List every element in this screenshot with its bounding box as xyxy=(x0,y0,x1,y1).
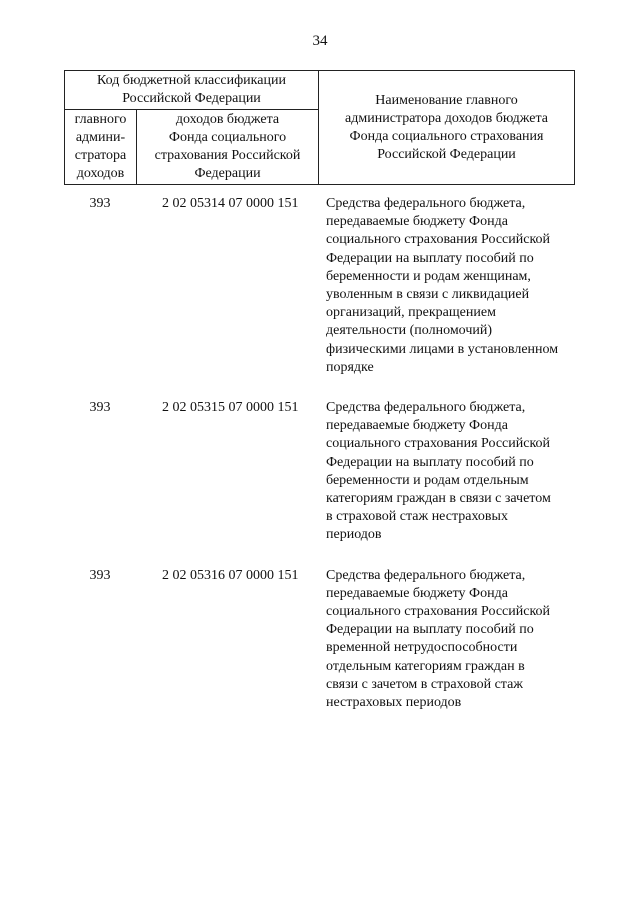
header-code-group xyxy=(65,71,319,110)
income-name-line: Федерации на выплату пособий по xyxy=(326,250,534,266)
income-name-line: в страховой стаж нестраховых xyxy=(326,509,508,525)
classification-header-table xyxy=(64,70,575,185)
table-row xyxy=(64,399,574,545)
admin-code-cell: 393 xyxy=(89,400,111,416)
income-name-line: деятельности (полномочий) xyxy=(326,323,493,339)
income-name-line: категориям граждан в связи с зачетом xyxy=(326,491,551,507)
table-row xyxy=(64,567,574,713)
income-name-line: передаваемые бюджету Фонда xyxy=(326,585,508,601)
header-admin-column xyxy=(65,110,137,185)
income-name-line: отдельным категориям граждан в xyxy=(326,658,525,674)
header-admin-line: доходов xyxy=(76,166,125,181)
income-name-line: связи с зачетом в страховой стаж xyxy=(326,676,523,692)
income-name-line: организаций, прекращением xyxy=(326,305,496,321)
income-name-line: беременности и родам отдельным xyxy=(326,472,529,488)
header-admin-line: админи- xyxy=(75,130,126,145)
income-name-line: Средства федерального бюджета, xyxy=(326,567,526,583)
income-name-line: уволенным в связи с ликвидацией xyxy=(326,287,530,303)
admin-code-cell: 393 xyxy=(89,196,111,211)
header-code-group-line: Российской Федерации xyxy=(122,91,261,106)
page-number: 34 xyxy=(312,33,328,49)
header-income-line: Федерации xyxy=(194,166,261,181)
income-name-line: порядке xyxy=(326,359,374,375)
header-name-line: Наименование главного xyxy=(375,92,518,108)
income-name-cell xyxy=(326,195,574,377)
income-name-line: социального страхования Российской xyxy=(326,232,551,248)
header-name-line: Фонда социального страхования xyxy=(349,128,544,144)
header-income-column xyxy=(137,110,319,185)
header-income-line: Фонда социального xyxy=(168,130,287,145)
admin-code-cell: 393 xyxy=(89,567,111,583)
income-name-line: Средства федерального бюджета, xyxy=(326,400,526,416)
header-code-group-line: Код бюджетной классификации xyxy=(97,73,286,88)
header-admin-line: главного xyxy=(74,112,127,127)
income-name-cell xyxy=(326,567,574,713)
income-name-line: передаваемые бюджету Фонда xyxy=(326,214,508,230)
income-name-line: передаваемые бюджету Фонда xyxy=(326,418,508,434)
income-name-line: социального страхования Российской xyxy=(326,436,551,452)
income-name-line: Федерации на выплату пособий по xyxy=(326,622,534,638)
budget-code-cell: 2 02 05314 07 0000 151 xyxy=(162,196,299,211)
table-row xyxy=(64,195,574,377)
header-admin-line: стратора xyxy=(74,148,127,163)
income-name-line: Федерации на выплату пособий по xyxy=(326,454,534,470)
header-name-line: администратора доходов бюджета xyxy=(345,110,548,126)
income-name-line: периодов xyxy=(326,527,382,543)
classification-rows xyxy=(64,195,574,734)
income-name-line: физическими лицами в установленном xyxy=(326,341,559,357)
income-name-line: Средства федерального бюджета, xyxy=(326,196,526,211)
income-name-line: нестраховых периодов xyxy=(326,695,462,711)
header-income-line: доходов бюджета xyxy=(175,112,280,127)
income-name-line: беременности и родам женщинам, xyxy=(326,268,531,284)
header-name-column xyxy=(319,71,575,185)
budget-code-cell: 2 02 05315 07 0000 151 xyxy=(162,400,299,416)
income-name-cell xyxy=(326,399,574,545)
budget-code-cell: 2 02 05316 07 0000 151 xyxy=(162,567,299,583)
header-name-line: Российской Федерации xyxy=(377,146,516,162)
header-income-line: страхования Российской xyxy=(154,148,301,163)
income-name-line: временной нетрудоспособности xyxy=(326,640,518,656)
income-name-line: социального страхования Российской xyxy=(326,604,551,620)
